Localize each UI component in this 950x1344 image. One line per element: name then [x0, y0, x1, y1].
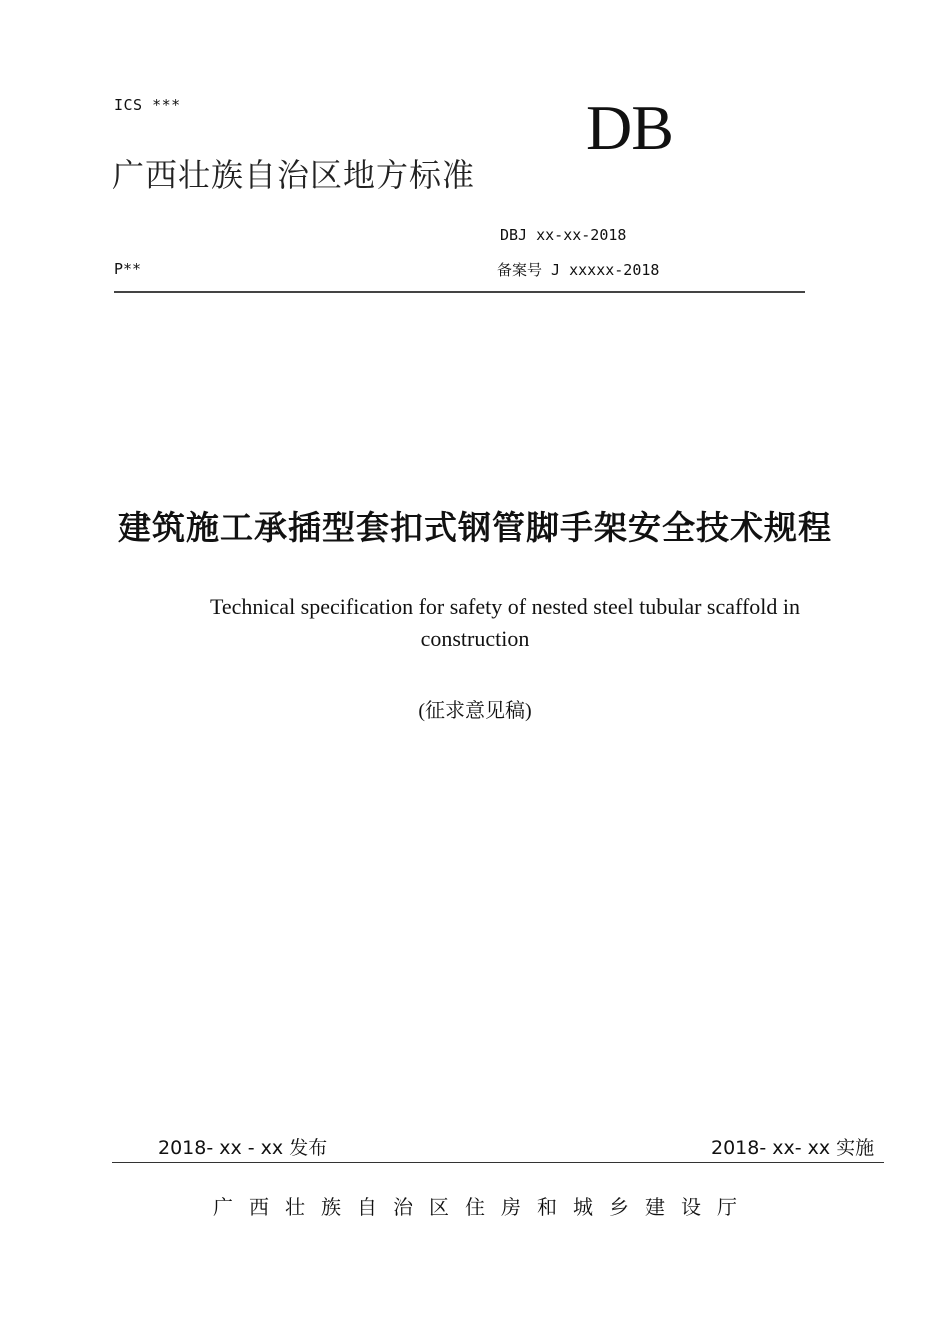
- english-title-line-1: Technical specification for safety of nested steel tubular scaffold in: [210, 594, 800, 619]
- record-value: J xxxxx-2018: [551, 261, 660, 279]
- implementation-date: 2018- xx- xx 实施: [711, 1137, 875, 1159]
- ics-code: ICS ***: [114, 96, 181, 114]
- header-divider: [114, 291, 805, 293]
- issue-date: 2018- xx - xx 发布: [158, 1137, 328, 1159]
- document-title-chinese: 建筑施工承插型套扣式钢管脚手架安全技术规程: [118, 508, 832, 547]
- footer-divider: [112, 1162, 884, 1163]
- standard-name: 广西壮族自治区地方标准: [112, 156, 476, 194]
- draft-note: (征求意见稿): [418, 700, 532, 722]
- english-title-line-2: construction: [420, 626, 530, 651]
- standard-code: DBJ xx-xx-2018: [500, 226, 627, 244]
- issuing-authority: 广西壮族自治区住房和城乡建设厅: [213, 1195, 753, 1219]
- record-label: 备案号: [497, 261, 543, 279]
- document-title-english: [0, 591, 950, 655]
- record-number: [497, 259, 659, 280]
- classification-code: P**: [114, 260, 142, 278]
- db-mark: DB: [586, 92, 673, 163]
